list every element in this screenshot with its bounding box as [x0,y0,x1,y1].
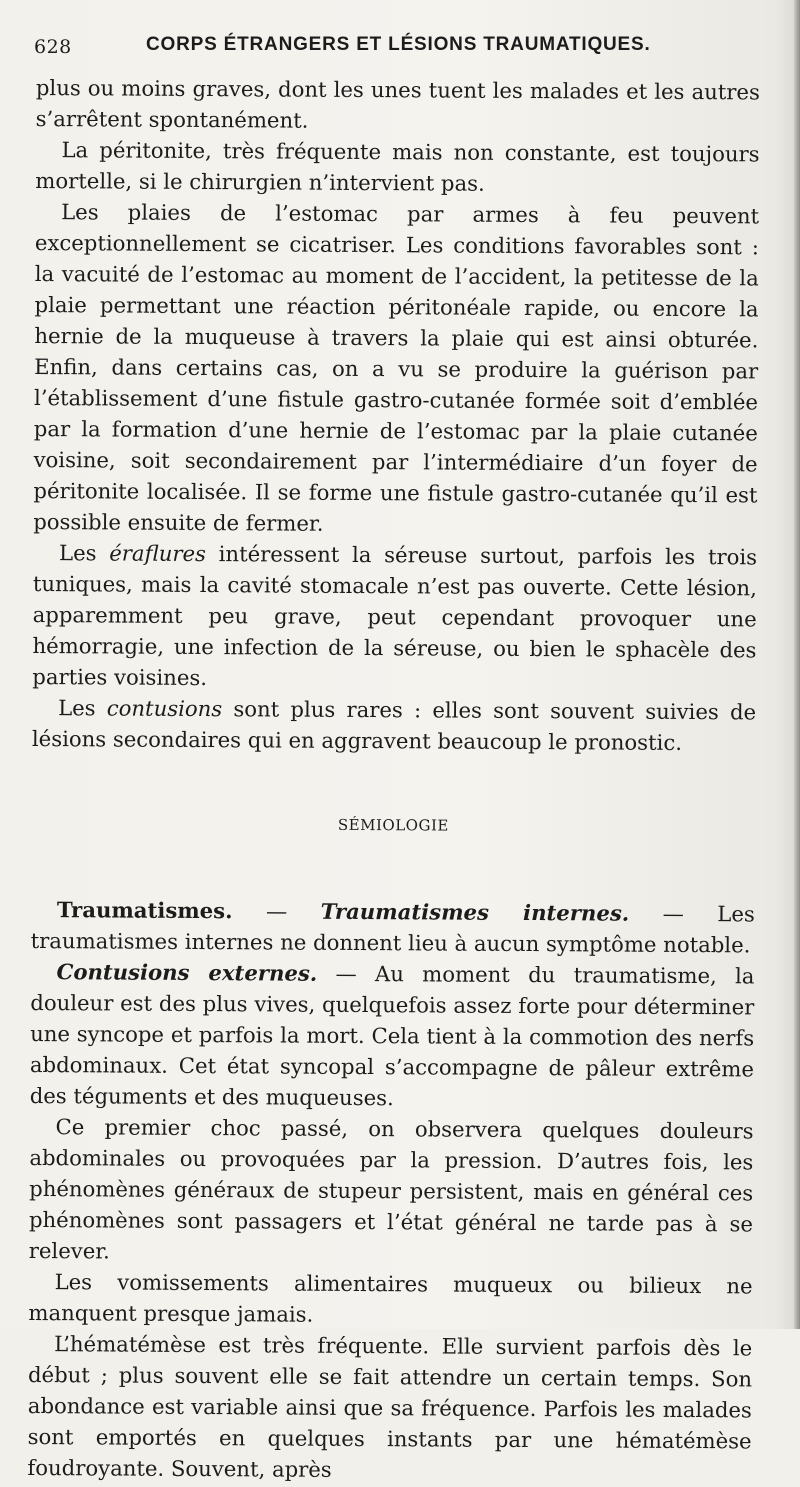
paragraph: L’hématémèse est très fréquente. Elle survient parfois dès le début ; plus souvent elle se fait attendre un certain temps. Son abondance est variable ainsi que sa fréquence. Parfois les malades sont emportés en quelques instants par une hématémèse foudroyante. Souvent, après [27,1331,753,1482]
text-run: Au moment du traumatisme, la douleur est des plus vives, quelquefois assez forte pour déterminer une syncope et parfois la mort. Cela tient à la commotion des nerfs abdominaux. Cet état syncopal s’accompagne de pâleur extrême des téguments et des muqueuses. [29,961,755,1111]
paragraph-eraflures [32,537,757,696]
page-edge-shadow [794,0,800,1329]
run-in-subheading: Traumatismes internes. [320,898,630,926]
dash: — [232,898,321,924]
text-run: Les [58,695,107,721]
text-run: Les [58,540,110,566]
dash: — [317,960,376,987]
page-number: 628 [34,36,72,58]
paragraph-contusions [32,692,756,758]
paragraph-traumatismes [31,894,755,960]
body-text [27,72,760,1487]
paragraph: plus ou moins graves, dont les unes tuent les malades et les autres s’arrêtent spontanément. [35,74,760,133]
paragraph-contusions-externes [30,956,755,1115]
running-title: CORPS ÉTRANGERS ET LÉSIONS TRAUMATIQUES. [146,34,651,55]
text-run: sont plus rares : elles sont souvent suivies de lésions secondaires qui en aggravent beaucoup le pronostic. [31,696,757,755]
run-in-subheading: Contusions externes. [56,959,318,986]
page-header [34,32,774,62]
term-eraflures: éraflures [109,540,207,567]
dash: — [629,900,718,927]
paragraph: Les vomissements alimentaires muqueux ou bilieux ne manquent presque jamais. [28,1269,753,1327]
paragraph: Les plaies de l’estomac par armes à feu peuvent exceptionnellement se cicatriser. Les conditions favorables sont : la vacuité de l’estomac au moment de l’accident, la petitesse de la plaie permettant une réaction péritonéale rapide, ou encore la hernie de la muqueuse à travers la plaie qui est ainsi obturée. Enfin, dans certains cas, on a vu se produire la guérison par l’établissement d’une fistule gastro-cutanée formée soit d’emblée par la formation d’une hernie de l’estomac par la plaie cutanée voisine, soit secondairement par l’intermédiaire d’un foyer de péritonite localisée. Il se forme une fistule gastro-cutanée qu’il est possible ensuite de fermer. [33,199,760,536]
run-in-heading: Traumatismes. [56,897,233,924]
paragraph: Ce premier choc passé, on observera quelques douleurs abdominales ou provoquées par la pression. D’autres fois, les phénomènes généraux de stupeur persistent, mais en général ces phénomènes sont passagers et l’état général ne tarde pas à se relever. [28,1114,754,1264]
paragraph: La péritonite, très fréquente mais non constante, est toujours mortelle, si le chirurgien n’intervient pas. [35,137,760,196]
term-contusions: contusions [106,695,223,722]
text-run: Les traumatismes internes ne donnent lieu à aucun symptôme notable. [30,901,755,958]
section-heading-block [31,754,756,898]
section-heading: SÉMIOLOGIE [337,815,449,835]
text-run: intéressent la séreuse surtout, parfois les trois tuniques, mais la cavité stomacale n’est pas ouverte. Cette lésion, apparemment peu grave, peut cependant provoquer une hémorragie, une infection de la séreuse, ou bien le sphacèle des parties voisines. [32,541,758,691]
